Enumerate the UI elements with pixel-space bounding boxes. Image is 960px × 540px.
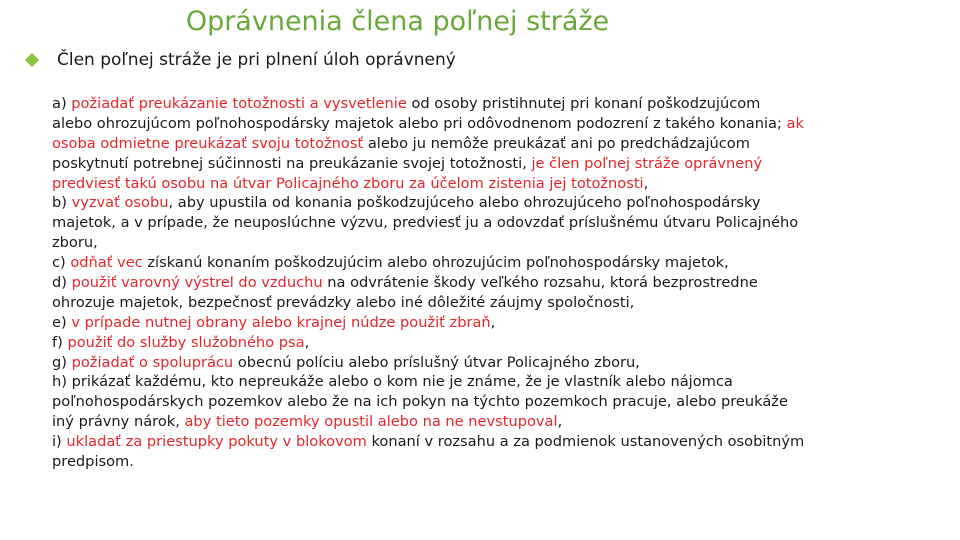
text-segment: získanú konaním poškodzujúcim alebo ohrozujúcim poľnohospodársky majetok, — [142, 254, 729, 272]
text-segment: c) — [52, 254, 71, 272]
text-segment: od osoby pristihnutej pri konaní poškodzujúcom — [406, 95, 761, 112]
highlighted-text: požiadať o spoluprácu — [71, 353, 234, 371]
text-line — [52, 193, 932, 213]
text-line — [52, 372, 932, 392]
highlighted-text: ak — [786, 114, 804, 132]
text-segment: g) — [52, 353, 72, 371]
highlighted-text: osoba odmietne preukázať svoju totožnosť — [52, 134, 364, 152]
highlighted-text: aby tieto pozemky opustil alebo na ne nevstupoval — [184, 413, 558, 431]
text-line — [52, 213, 932, 233]
highlighted-text: je člen poľnej stráže oprávnený — [531, 154, 763, 172]
text-segment: , aby upustila od konania poškodzujúceho alebo ohrozujúceho poľnohospodársky — [168, 194, 761, 212]
text-line — [52, 432, 932, 452]
text-line — [52, 233, 932, 253]
text-segment: , — [490, 313, 496, 331]
text-segment: f) — [52, 333, 68, 351]
highlighted-text: použiť varovný výstrel do vzduchu — [71, 274, 323, 292]
highlighted-text: odňať vec — [70, 254, 143, 272]
text-line — [52, 452, 932, 472]
text-segment: poskytnutí potrebnej súčinnosti na preukázanie svojej totožnosti, — [52, 154, 532, 172]
text-segment: predpisom. — [52, 453, 134, 471]
text-line — [52, 353, 932, 373]
text-segment: , — [557, 413, 563, 431]
text-line — [52, 154, 932, 174]
text-segment: ohrozuje majetok, bezpečnosť prevádzky alebo iné dôležité záujmy spoločnosti, — [52, 293, 635, 311]
text-segment: e) — [52, 313, 72, 331]
text-segment: majetok, a v prípade, že neuposlúchne výzvu, predviesť ju a odovzdať príslušnému útvaru Policajného — [52, 214, 799, 232]
text-line — [52, 412, 932, 432]
slide-title: Oprávnenia člena poľnej stráže — [185, 6, 610, 37]
text-line — [52, 174, 932, 194]
text-segment: obecnú políciu alebo príslušný útvar Policajného zboru, — [233, 353, 640, 371]
text-line — [52, 313, 932, 333]
text-segment: a) — [52, 95, 72, 112]
text-segment: , — [643, 174, 649, 192]
text-segment: zboru, — [52, 234, 98, 252]
text-segment: h) prikázať každému, kto nepreukáže alebo o kom nie je známe, že je vlastník alebo nájomca — [52, 373, 733, 391]
text-line — [52, 392, 932, 412]
text-segment: konaní v rozsahu a za podmienok ustanovených osobitným — [366, 433, 805, 451]
text-line — [52, 253, 932, 273]
text-segment: na odvrátenie škody veľkého rozsahu, ktorá bezprostredne — [322, 274, 758, 292]
text-line — [52, 293, 932, 313]
diamond-bullet-icon — [25, 53, 39, 67]
text-segment: i) — [52, 433, 67, 451]
text-segment: d) — [52, 274, 72, 292]
text-line — [52, 94, 932, 114]
text-line — [52, 114, 932, 134]
highlighted-text: predviesť takú osobu na útvar Policajného zboru za účelom zistenia jej totožnosti — [52, 174, 644, 192]
text-segment: iný právny nárok, — [52, 413, 185, 431]
highlighted-text: použiť do služby služobného psa — [67, 333, 305, 351]
permissions-list — [52, 94, 932, 472]
highlighted-text: vyzvať osobu — [71, 194, 169, 212]
text-segment: alebo ohrozujúcom poľnohospodársky majetok alebo pri odôvodnenom podozrení z takého konania; — [52, 114, 787, 132]
text-line — [52, 134, 932, 154]
text-segment: b) — [52, 194, 72, 212]
highlighted-text: ukladať za priestupky pokuty v blokovom — [66, 433, 367, 451]
text-line — [52, 333, 932, 353]
bullet-row — [24, 50, 456, 70]
text-segment: alebo ju nemôže preukázať ani po predchádzajúcom — [363, 134, 750, 152]
highlighted-text: požiadať preukázanie totožnosti a vysvetlenie — [71, 95, 407, 112]
text-line — [52, 273, 932, 293]
text-segment: , — [304, 333, 310, 351]
bullet-text: Člen poľnej stráže je pri plnení úloh oprávnený — [57, 50, 456, 70]
text-segment: poľnohospodárskych pozemkov alebo že na ich pokyn na týchto pozemkoch pracuje, alebo preukáže — [52, 393, 788, 411]
highlighted-text: v prípade nutnej obrany alebo krajnej núdze použiť zbraň — [71, 313, 491, 331]
